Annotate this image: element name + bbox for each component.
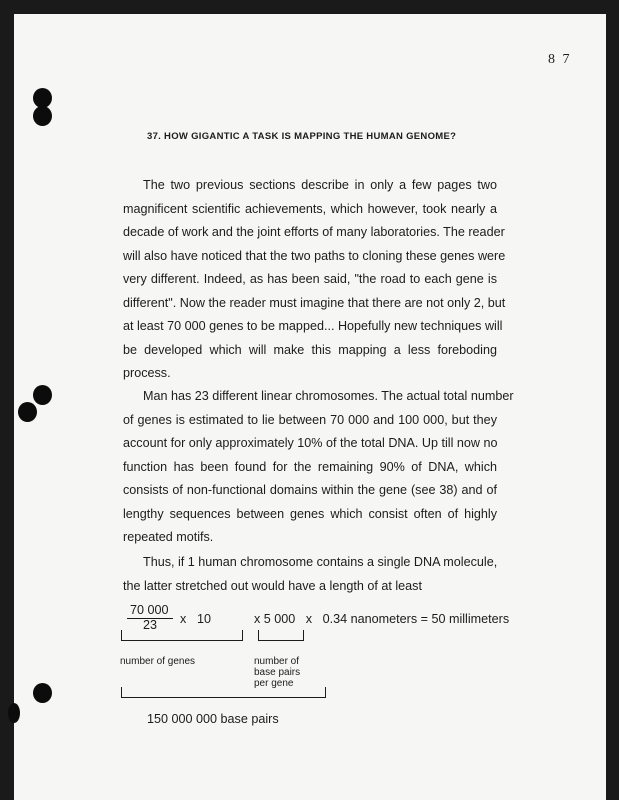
punch-hole: [33, 385, 52, 405]
text-line: of genes is estimated to lie between 70 000 and 100 000, but they: [123, 412, 497, 427]
paragraph-3: [123, 551, 497, 598]
label-number-of-genes: number of genes: [120, 656, 196, 667]
text-line: decade of work and the joint efforts of many laboratories. The reader: [123, 225, 505, 239]
bracket-genes: [121, 630, 243, 641]
text-line: magnificent scientific achievements, which however, took nearly a: [123, 201, 497, 216]
text-line: be developed which will make this mapping a less foreboding: [123, 342, 497, 357]
text-line: consists of non-functional domains within the gene (see 38) and of: [123, 483, 497, 497]
text-line: different". Now the reader must imagine that there are not only 2, but: [123, 295, 506, 310]
punch-hole: [33, 106, 52, 126]
total-base-pairs: 150 000 000 base pairs: [147, 712, 279, 726]
text-line: account for only approximately 10% of the total DNA. Up till now no: [123, 436, 498, 450]
punch-hole: [8, 703, 20, 723]
text-line: lengthy sequences between genes which consist often of highly: [123, 506, 497, 521]
multiply-sign: x: [180, 612, 187, 626]
label-line: per gene: [254, 678, 294, 689]
punch-hole: [33, 88, 52, 108]
text-line: repeated motifs.: [123, 530, 214, 544]
text-line: The two previous sections describe in only a few pages two: [143, 178, 497, 192]
text-line: very different. Indeed, as has been said, "the road to each gene is: [123, 272, 497, 286]
text-line: the latter stretched out would have a length of at least: [123, 578, 422, 593]
label-line: number of: [254, 656, 300, 667]
formula-rest: x 5 000 x 0.34 nanometers = 50 millimeters: [254, 612, 510, 626]
bracket-total: [121, 687, 326, 698]
fraction-denominator: 23: [143, 618, 158, 632]
text-line: function has been found for the remaining 90% of DNA, which: [123, 459, 497, 474]
paragraph-1: [123, 174, 506, 386]
punch-hole: [18, 402, 37, 422]
label-line: base pairs: [254, 667, 301, 678]
fraction-numerator: 70 000: [130, 603, 169, 617]
page-number: 8 7: [548, 52, 572, 67]
paragraph-2: [123, 385, 514, 550]
factor-ten: 10: [197, 612, 212, 626]
bracket-base-pairs: [258, 630, 304, 641]
text-line: Man has 23 different linear chromosomes. The actual total number: [143, 389, 514, 403]
text-line: at least 70 000 genes to be mapped... Hopefully new techniques will: [123, 319, 503, 333]
text-line: process.: [123, 366, 171, 380]
text-line: Thus, if 1 human chromosome contains a single DNA molecule,: [143, 555, 498, 569]
text-line: will also have noticed that the two paths to cloning these genes were: [123, 248, 506, 263]
section-heading: 37. HOW GIGANTIC A TASK IS MAPPING THE HUMAN GENOME?: [147, 131, 457, 142]
label-base-pairs-per-gene: [254, 656, 334, 689]
punch-hole: [33, 683, 52, 703]
